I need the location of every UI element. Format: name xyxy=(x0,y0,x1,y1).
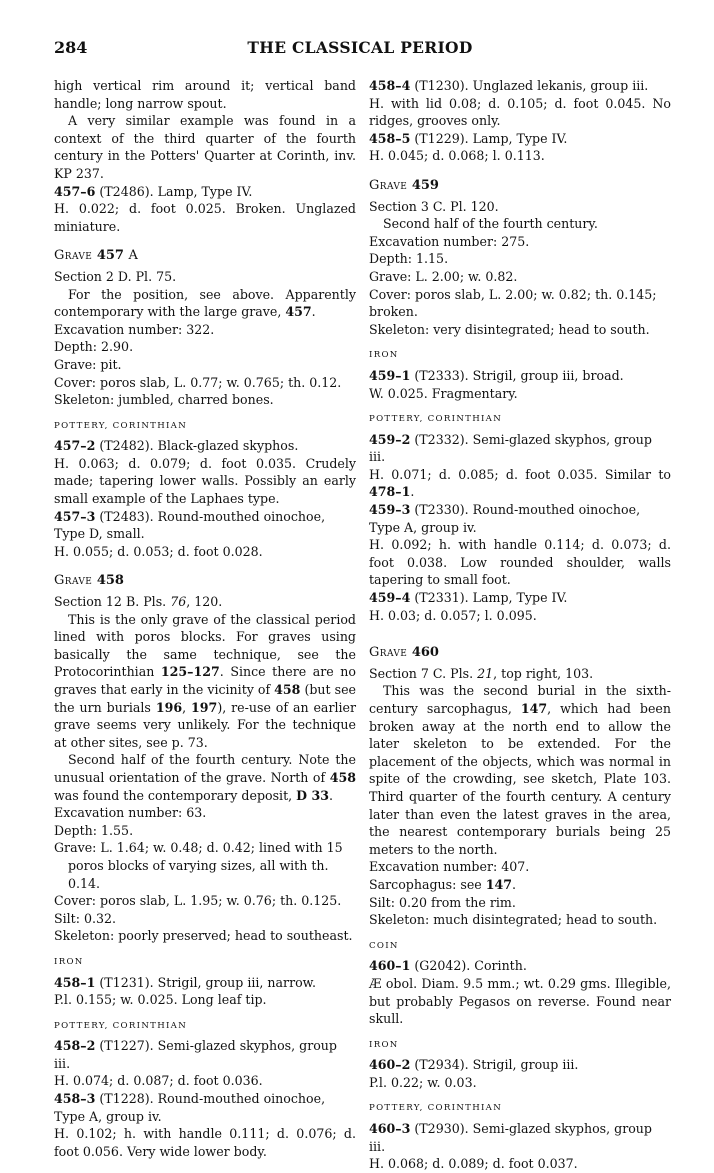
page-number: 284 xyxy=(54,38,88,57)
catalog-entry xyxy=(54,508,356,543)
entry-title: (T1229). Lamp, Type IV. xyxy=(410,130,568,146)
entry-dimensions: H. 0.092; h. with handle 0.114; d. 0.073; d. foot 0.038. Low rounded shoulder, walls tapering to small foot. xyxy=(369,537,671,588)
catalog-entry xyxy=(369,367,671,385)
right-column xyxy=(369,77,671,1173)
entry-title: (T1230). Unglazed lekanis, group iii. xyxy=(410,78,649,93)
grave-label: Grave xyxy=(54,573,93,589)
excavation-number: Excavation number: 63. xyxy=(54,805,207,821)
entry-title: (T2930). Semi-glazed skyphos, group iii. xyxy=(369,1121,652,1154)
entry-number: 458–2 xyxy=(54,1038,96,1054)
entry-title: (T1228). Round-mouthed oinochoe, Type A, group iv. xyxy=(54,1091,326,1124)
skeleton-line: Skeleton: jumbled, charred bones. xyxy=(54,392,274,408)
entry-number: 457–6 xyxy=(54,183,96,199)
entry-number: 457–3 xyxy=(54,508,96,524)
entry-dimensions: P.l. 0.155; w. 0.025. Long leaf tip. xyxy=(54,992,267,1008)
entry-title: (T2483). Round-mouthed oinochoe, Type D, small. xyxy=(54,508,326,542)
entry-dimensions: Æ obol. Diam. 9.5 mm.; wt. 0.29 gms. Illegible, but probably Pegasos on reverse. Found near skull. xyxy=(369,975,671,1027)
category-heading: POTTERY, CORINTHIAN xyxy=(54,420,188,431)
skeleton-line: Skeleton: poorly preserved; head to southeast. xyxy=(54,928,353,944)
category-heading: IRON xyxy=(369,1039,399,1050)
grave-label: Grave xyxy=(54,248,93,264)
silt-line: Silt: 0.20 from the rim. xyxy=(369,894,516,910)
grave-heading xyxy=(54,247,356,265)
date-line: Second half of the fourth century. xyxy=(383,216,598,232)
grave-reference: 458 xyxy=(329,769,356,785)
intro-paragraph: high vertical rim around it; vertical band handle; long narrow spout. xyxy=(54,78,356,111)
catalog-entry xyxy=(54,974,356,992)
category-heading: POTTERY, CORINTHIAN xyxy=(369,1103,503,1114)
text-run: H. 0.071; d. 0.085; d. foot 0.035. Similar to xyxy=(369,466,671,482)
text-run: Sarcophagus: see xyxy=(369,876,486,892)
category-heading: IRON xyxy=(54,956,84,967)
excavation-number: Excavation number: 275. xyxy=(369,233,530,249)
sarcophagus-line xyxy=(369,876,671,894)
intro-paragraph: A very similar example was found in a context of the third quarter of the fourth century in the Potters' Quarter at Corinth, inv. KP 237. xyxy=(54,113,356,181)
skeleton-line: Skeleton: very disintegrated; head to south. xyxy=(369,321,650,337)
section-line xyxy=(54,593,356,611)
text-run: Section 12 B. Pls. xyxy=(54,594,171,610)
left-column xyxy=(54,77,356,1160)
entry-dimensions: H. 0.074; d. 0.087; d. foot 0.036. xyxy=(54,1073,263,1089)
grave-reference: 457 xyxy=(285,304,312,320)
grave-reference: 458 xyxy=(274,682,301,697)
text-run: This is the only grave of the classical period lined with poros blocks. For graves using basically the same technique, see the Protocorinthian xyxy=(54,611,356,680)
catalog-entry xyxy=(54,437,356,455)
silt-line: Silt: 0.32. xyxy=(54,910,117,926)
catalog-entry xyxy=(369,1056,671,1074)
section-line: Section 3 C. Pl. 120. xyxy=(369,198,499,214)
section-line xyxy=(369,665,671,683)
skeleton-line: Skeleton: much disintegrated; head to south. xyxy=(369,912,658,928)
catalog-entry xyxy=(369,957,671,975)
entry-dimensions xyxy=(369,466,671,501)
entry-title: (T2330). Round-mouthed oinochoe, Type A, group iv. xyxy=(369,502,641,535)
depth-line: Depth: 1.15. xyxy=(369,251,449,267)
text-run: (but see the urn burials xyxy=(54,682,356,715)
entry-reference: 478–1 xyxy=(369,484,411,500)
page-header xyxy=(54,38,666,60)
grave-description xyxy=(54,751,356,804)
category-heading: POTTERY, CORINTHIAN xyxy=(369,414,503,425)
entry-number: 457–2 xyxy=(54,438,96,454)
category-heading: POTTERY, CORINTHIAN xyxy=(54,1020,188,1031)
entry-number: 459–1 xyxy=(369,367,411,383)
grave-reference: 147 xyxy=(520,701,548,716)
text-run: ), re-use of an earlier grave seems very unlikely. For the technique at other sites, see p. 73. xyxy=(54,699,356,750)
excavation-number: Excavation number: 407. xyxy=(369,859,530,875)
catalog-entry xyxy=(369,130,671,148)
grave-number: 458 xyxy=(96,573,124,589)
entry-title: (T2333). Strigil, group iii, broad. xyxy=(410,367,624,383)
grave-line: Grave: L. 2.00; w. 0.82. xyxy=(369,268,518,284)
text-run: , 120. xyxy=(186,594,223,610)
text-run: . Since there are no graves that early in the vicinity of xyxy=(54,664,357,697)
entry-number: 459–4 xyxy=(369,590,411,606)
entry-title: (T2482). Black-glazed skyphos. xyxy=(95,438,299,454)
entry-dimensions: H. with lid 0.08; d. 0.105; d. foot 0.045. No ridges, grooves only. xyxy=(369,95,671,129)
grave-reference: 197 xyxy=(191,699,218,715)
depth-line: Depth: 1.55. xyxy=(54,822,134,838)
text-run: , xyxy=(182,699,192,715)
text-run: Second half of the fourth century. Note the unusual orientation of the grave. North of xyxy=(54,752,356,785)
grave-label: Grave xyxy=(369,177,408,193)
entry-number: 459–3 xyxy=(369,502,411,518)
running-head: THE CLASSICAL PERIOD xyxy=(247,38,473,57)
entry-dimensions: W. 0.025. Fragmentary. xyxy=(369,385,518,401)
entry-number: 460–1 xyxy=(369,958,411,974)
grave-number: 460 xyxy=(411,645,439,661)
entry-number: 459–2 xyxy=(369,431,411,447)
grave-description xyxy=(54,286,356,321)
text-run: . xyxy=(512,876,517,892)
grave-heading xyxy=(369,177,671,195)
grave-reference: 125–127 xyxy=(160,664,220,680)
entry-number: 460–3 xyxy=(369,1121,411,1137)
grave-line: Grave: L. 1.64; w. 0.48; d. 0.42; lined with 15 poros blocks of varying sizes, all with th. 0.14. xyxy=(54,840,343,891)
grave-label: Grave xyxy=(369,645,408,661)
entry-title: (T2934). Strigil, group iii. xyxy=(410,1057,579,1073)
entry-number: 460–2 xyxy=(369,1057,411,1073)
entry-dimensions: H. 0.068; d. 0.089; d. foot 0.037. xyxy=(369,1156,578,1172)
grave-number: 457 xyxy=(96,248,124,264)
entry-number: 458–3 xyxy=(54,1091,96,1107)
deposit-reference: D 33 xyxy=(296,787,329,803)
entry-dimensions: H. 0.022; d. foot 0.025. Broken. Unglazed miniature. xyxy=(54,201,356,234)
entry-number: 458–4 xyxy=(369,78,411,93)
text-run: . xyxy=(311,304,316,320)
catalog-entry xyxy=(54,1090,356,1125)
section-line: Section 2 D. Pl. 75. xyxy=(54,268,177,284)
text-run: For the position, see above. Apparently contemporary with the large grave, xyxy=(54,286,356,320)
text-run: This was the second burial in the sixth-century sarcophagus, xyxy=(369,683,671,716)
entry-number: 458–1 xyxy=(54,974,96,990)
text-run: was found the contemporary deposit, xyxy=(54,787,297,803)
excavation-number: Excavation number: 322. xyxy=(54,321,215,337)
catalog-entry xyxy=(369,1120,671,1155)
category-heading: IRON xyxy=(369,350,399,361)
entry-title: (T2486). Lamp, Type IV. xyxy=(95,183,253,199)
entry-dimensions: P.l. 0.22; w. 0.03. xyxy=(369,1074,477,1090)
cover-line: Cover: poros slab, L. 1.95; w. 0.76; th. 0.125. xyxy=(54,893,342,909)
grave-heading xyxy=(369,644,671,662)
plate-reference: 21 xyxy=(477,665,494,681)
entry-title: (T2332). Semi-glazed skyphos, group iii. xyxy=(369,431,652,465)
catalog-entry xyxy=(54,1037,356,1072)
grave-number: 459 xyxy=(411,177,439,193)
grave-line: Grave: pit. xyxy=(54,356,122,372)
entry-number: 458–5 xyxy=(369,130,411,146)
catalog-entry xyxy=(369,589,671,607)
entry-dimensions: H. 0.063; d. 0.079; d. foot 0.035. Crudely made; tapering lower walls. Possibly an early small example of the Laphaes type. xyxy=(54,455,356,507)
cover-line: Cover: poros slab, L. 0.77; w. 0.765; th. 0.12. xyxy=(54,374,342,390)
entry-dimensions: H. 0.03; d. 0.057; l. 0.095. xyxy=(369,607,537,623)
text-run: . xyxy=(410,484,415,500)
depth-line: Depth: 2.90. xyxy=(54,339,134,355)
catalog-entry xyxy=(369,431,671,466)
text-run: , which had been broken away at the north end to allow the later skeleton to be extended. For the placement of the objects, which was normal in spite of the crowding, see sketch, Plate 103. Third quarter of the fourth century. A century later than even the latest graves in the area, the nearest contemporary burials being 25 meters to the north. xyxy=(369,701,671,857)
catalog-entry xyxy=(54,183,356,201)
entry-title: (T1231). Strigil, group iii, narrow. xyxy=(95,974,316,990)
entry-dimensions: H. 0.102; h. with handle 0.111; d. 0.076; d. foot 0.056. Very wide lower body. xyxy=(54,1126,356,1159)
catalog-entry xyxy=(369,77,671,95)
plate-reference: 76 xyxy=(170,594,187,610)
grave-heading xyxy=(54,572,356,590)
catalog-entry xyxy=(369,501,671,536)
category-heading: COIN xyxy=(369,940,399,951)
grave-reference: 196 xyxy=(155,699,183,715)
entry-title: (T1227). Semi-glazed skyphos, group iii. xyxy=(54,1038,337,1071)
text-run: . xyxy=(329,787,334,803)
grave-description xyxy=(54,611,356,752)
entry-title: (G2042). Corinth. xyxy=(410,958,527,974)
grave-description xyxy=(369,682,671,858)
grave-reference: 147 xyxy=(485,876,513,892)
text-run: Section 7 C. Pls. xyxy=(369,665,478,681)
cover-line: Cover: poros slab, L. 2.00; w. 0.82; th. 0.145; broken. xyxy=(369,286,657,320)
grave-suffix: A xyxy=(123,248,139,264)
entry-dimensions: H. 0.045; d. 0.068; l. 0.113. xyxy=(369,148,545,164)
text-run: , top right, 103. xyxy=(493,665,594,681)
entry-dimensions: H. 0.055; d. 0.053; d. foot 0.028. xyxy=(54,543,263,559)
entry-title: (T2331). Lamp, Type IV. xyxy=(410,590,568,606)
